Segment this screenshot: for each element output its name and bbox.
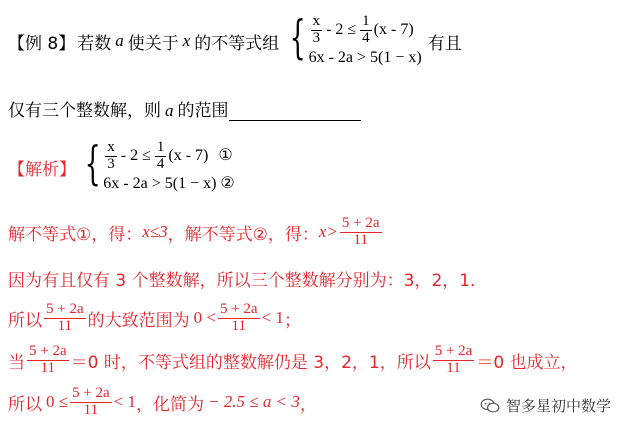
inequality-1: $\frac{x}{3}$ - 2 ≤ $\frac{1}{4}$ (x - 7) — [312, 13, 414, 46]
problem-tag: 【例 8】 — [8, 33, 76, 54]
var-x: x — [182, 31, 191, 51]
problem-line-1: 【例 8】 若数 a 使关于 x 的不等式组 { $\frac{x}{3}$ - 2 ≤ $\frac{1}{4}$ (x - 7) 6x - 2a > 5(1 − x) 有且 — [8, 14, 462, 69]
analysis-line-1: 解不等式①，得： x≤3 ，解不等式②，得： x> $\frac{5 + 2a}{11}$ — [8, 215, 380, 248]
problem-line-2: 仅有三个整数解，则 a 的范围 — [8, 96, 361, 121]
circle-2: ② — [220, 174, 235, 192]
circle-1: ① — [218, 147, 233, 165]
watermark — [480, 395, 611, 416]
analysis-header — [8, 136, 235, 195]
inequality-system: { $\frac{x}{3}$ - 2 ≤ $\frac{1}{4}$ (x - 7) 6x - 2a > 5(1 − x) — [283, 14, 421, 69]
analysis-line-4: 当 $\frac{5 + 2a}{11}$ ＝0 时，不等式组的整数解仍是 3，2，1，所以 $\frac{5 + 2a}{11}$ ＝0 也成立， — [8, 343, 578, 376]
analysis-system: { $\frac{x}{3}$ - 2 ≤ $\frac{1}{4}$ (x - 7) ① 6x - 2a > 5(1 − x) ② — [78, 140, 235, 195]
analysis-label: 【解析】 — [8, 159, 76, 180]
analysis-line-2: 因为有且仅有 3 个整数解，所以三个整数解分别为：3，2，1． — [8, 271, 488, 291]
var-a: a — [115, 31, 124, 51]
problem-text: 若数 — [77, 33, 112, 54]
analysis-line-3: 所以 $\frac{5 + 2a}{11}$ 的大致范围为 0 < $\frac{5 + 2a}{11}$ < 1 ； — [8, 301, 301, 334]
wechat-icon — [480, 398, 500, 414]
analysis-line-5: 所以 0 ≤ $\frac{5 + 2a}{11}$ < 1 ，化简为 − 2.5 ≤ a < 3 ， — [8, 385, 317, 418]
answer-blank — [229, 102, 361, 121]
watermark-text: 智多星初中数学 — [506, 397, 612, 415]
inequality-2: 6x - 2a > 5(1 − x) — [308, 48, 422, 66]
